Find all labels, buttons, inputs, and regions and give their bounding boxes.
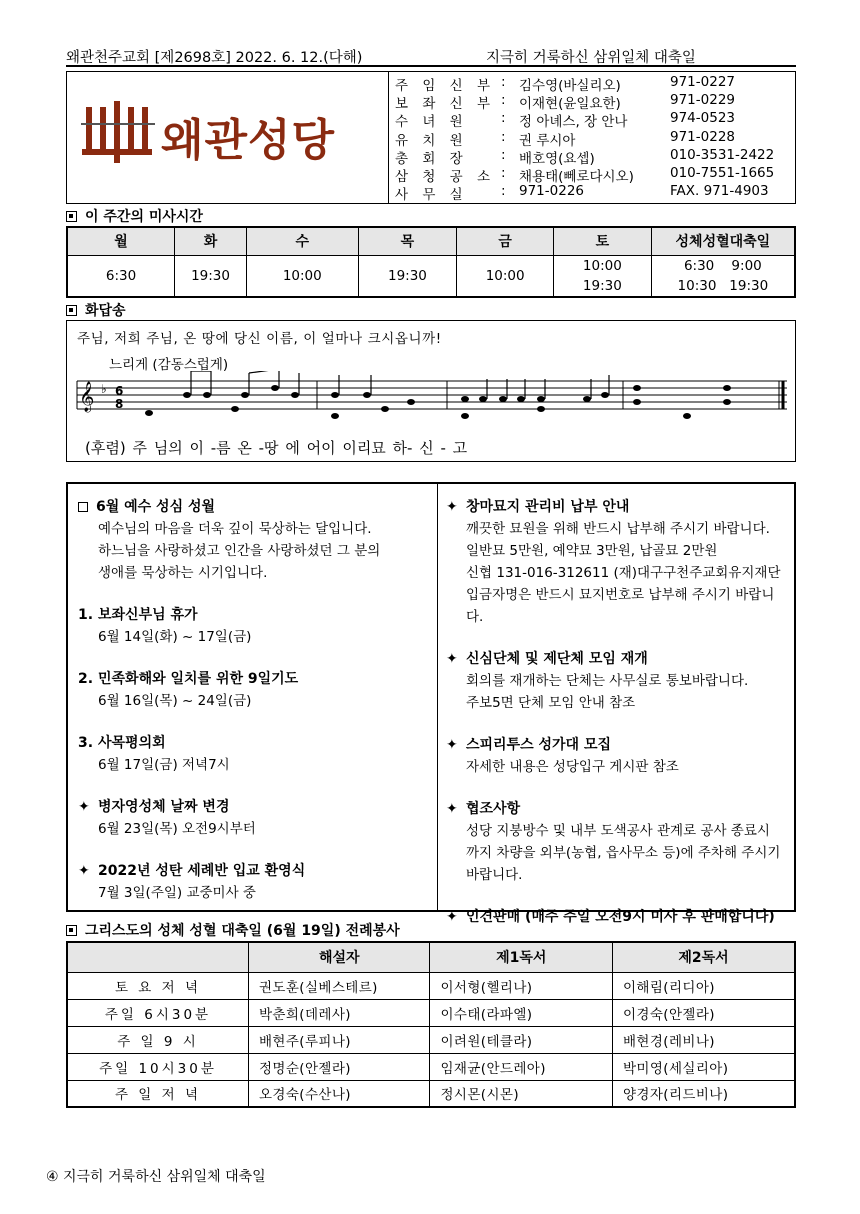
- mass-time-cell: 6:30 9:00 10:30 19:30: [651, 255, 795, 297]
- announcement-title: [78, 732, 428, 752]
- reader-cell: 배현경(레비나): [612, 1026, 795, 1053]
- mass-slot-cell: 주 일 9 시: [67, 1026, 248, 1053]
- bulletin-issue: 왜관천주교회 [제2698호] 2022. 6. 12.(다해): [66, 50, 363, 66]
- announcement-title: [78, 860, 428, 880]
- bullet-marker: ✦: [446, 737, 458, 753]
- staff-phone: 971-0228: [670, 128, 735, 145]
- reader-cell: 오경숙(수산나): [248, 1080, 430, 1107]
- bullet-marker: ✦: [78, 863, 90, 879]
- mass-slot-cell: 주 일 저 녁: [67, 1080, 248, 1107]
- announcement-title: [78, 496, 428, 516]
- announcement-title: [446, 734, 791, 754]
- announcement-line: 신협 131-016-312611 (재)대구구천주교회유지재단: [466, 565, 781, 581]
- staff-row: [395, 92, 795, 113]
- roles-header-cell: 제2독서: [612, 942, 795, 972]
- staff-name: 정 아녜스, 장 안나: [519, 114, 628, 131]
- square-bullet-icon: [78, 502, 88, 512]
- psalm-box: [66, 320, 796, 462]
- announcement-item: [446, 496, 791, 628]
- announcement-item: [78, 496, 428, 584]
- staff-role: 총 회 장: [395, 150, 468, 167]
- roles-row: [67, 1053, 795, 1080]
- announcement-title-text: 협조사항: [466, 801, 521, 817]
- reader-cell: 이경숙(안젤라): [612, 999, 795, 1026]
- bullet-marker: ✦: [446, 651, 458, 667]
- church-logo-icon: [77, 100, 157, 170]
- psalm-tempo: 느리게 (감동스럽게): [109, 357, 229, 373]
- staff-colon: :: [501, 110, 506, 127]
- staff-phone: FAX. 971-4903: [670, 183, 769, 200]
- staff-colon: :: [501, 146, 506, 163]
- staff-role: 수 녀 원: [395, 114, 468, 131]
- staff-phone: 971-0227: [670, 74, 735, 90]
- staff-name: 971-0226: [519, 183, 584, 200]
- staff-colon: :: [501, 164, 506, 181]
- announcement-title: [78, 604, 428, 624]
- announcement-body: [446, 820, 791, 886]
- staff-colon: :: [501, 74, 506, 90]
- mass-time-cell: 6:30: [67, 255, 175, 297]
- mass-days-row: [67, 227, 795, 255]
- announcement-body: [78, 818, 428, 840]
- announcement-title-text: 민족화해와 일치를 위한 9일기도: [98, 671, 299, 687]
- announcement-item: [78, 796, 428, 840]
- staff-colon: :: [501, 183, 506, 200]
- announcement-line: 성당 지붕방수 및 내부 도색공사 관계로 공사 종료시: [466, 823, 770, 839]
- staff-role: 사 무 실: [395, 187, 468, 204]
- mass-day-header: 월: [67, 227, 175, 255]
- announcement-body: [446, 670, 791, 714]
- bulletin-feast-title: 지극히 거룩하신 삼위일체 대축일: [486, 50, 696, 66]
- header-rule: [66, 65, 796, 67]
- announcement-item: [446, 734, 791, 778]
- column-divider: [437, 484, 438, 910]
- announcement-title: [446, 496, 791, 516]
- announcement-line: 6월 17일(금) 저녁7시: [98, 757, 230, 773]
- announcement-line: 7월 3일(주일) 교중미사 중: [98, 885, 256, 901]
- staff-row: [395, 110, 795, 131]
- announcement-item: [78, 604, 428, 648]
- announcement-line: 6월 16일(목) ~ 24일(금): [98, 693, 252, 709]
- page-footer: ④ 지극히 거룩하신 삼위일체 대축일: [46, 1169, 266, 1185]
- staff-directory: [395, 74, 795, 204]
- mass-day-header: 금: [457, 227, 554, 255]
- announcements-left-column: [78, 496, 428, 904]
- staff-name: 이재현(윤일요한): [519, 96, 621, 113]
- liturgy-roles-title: 그리스도의 성체 성혈 대축일 (6월 19일) 전례봉사: [66, 920, 400, 940]
- reader-cell: 이해림(리디아): [612, 972, 795, 999]
- announcement-title: [446, 798, 791, 818]
- announcement-title-text: 2022년 성탄 세례반 입교 환영식: [98, 863, 306, 879]
- bullet-marker: 2.: [78, 671, 94, 687]
- announcement-line: 바랍니다.: [466, 867, 523, 883]
- mass-time-cell: 10:00: [246, 255, 358, 297]
- staff-row: [395, 129, 795, 147]
- mass-day-header: 성체성혈대축일: [651, 227, 795, 255]
- mass-times-row: [67, 255, 795, 297]
- bullet-marker: 1.: [78, 607, 94, 623]
- announcement-item: [78, 860, 428, 904]
- mass-slot-cell: 주일 6시30분: [67, 999, 248, 1026]
- announcement-title-text: 6월 예수 성심 성월: [96, 499, 216, 515]
- announcement-title: [446, 906, 791, 926]
- announcement-line: 하느님을 사랑하셨고 인간을 사랑하셨던 그 분의: [98, 543, 381, 559]
- announcements-box: [66, 482, 796, 925]
- announcement-item: [446, 798, 791, 886]
- announcement-line: 주보5면 단체 모임 안내 참조: [466, 695, 636, 711]
- announcements-right-column: [446, 496, 791, 926]
- mass-time-cell: 10:00: [457, 255, 554, 297]
- roles-row: [67, 1080, 795, 1107]
- reader-cell: 정명순(안젤라): [248, 1053, 430, 1080]
- announcement-line: 입금자명은 반드시 묘지번호로 납부해 주시기 바랍니다.: [466, 587, 775, 625]
- reader-cell: 양경자(리드비나): [612, 1080, 795, 1107]
- bullet-marker: ✦: [446, 801, 458, 817]
- staff-colon: :: [501, 128, 506, 145]
- reader-cell: 배현주(루피나): [248, 1026, 430, 1053]
- mass-time-cell: 19:30: [175, 255, 247, 297]
- announcement-line: 까지 차량을 외부(농협, 읍사무소 등)에 주차해 주시기: [466, 845, 781, 861]
- roles-header-cell: [67, 942, 248, 972]
- announcement-item: [78, 668, 428, 712]
- mass-day-header: 화: [175, 227, 247, 255]
- reader-cell: 정시몬(시몬): [430, 1080, 613, 1107]
- music-staff: [67, 371, 795, 437]
- announcement-body: [446, 518, 791, 628]
- bullet-marker: ✦: [446, 499, 458, 515]
- svg-text:8: 8: [115, 397, 124, 411]
- announcement-body: [78, 882, 428, 904]
- psalm-refrain-text: 주님, 저희 주님, 온 땅에 당신 이름, 이 얼마나 크시옵니까!: [77, 331, 442, 347]
- announcement-line: 자세한 내용은 성당입구 게시판 참조: [466, 759, 679, 775]
- staff-row: [395, 74, 795, 92]
- roles-row: [67, 999, 795, 1026]
- announcement-body: [78, 690, 428, 712]
- mass-slot-cell: 주일 10시30분: [67, 1053, 248, 1080]
- announcement-line: 6월 23일(목) 오전9시부터: [98, 821, 256, 837]
- announcement-item: [78, 732, 428, 776]
- roles-header-cell: 해설자: [248, 942, 430, 972]
- announcement-title-text: 병자영성체 날짜 변경: [98, 799, 230, 815]
- mass-day-header: 목: [358, 227, 457, 255]
- staff-row: [395, 165, 795, 183]
- mass-slot-cell: 토 요 저 녁: [67, 972, 248, 999]
- mass-day-header: 토: [554, 227, 652, 255]
- announcement-line: 생애를 묵상하는 시기입니다.: [98, 565, 268, 581]
- roles-row: [67, 1026, 795, 1053]
- reader-cell: 이서형(헬리나): [430, 972, 613, 999]
- staff-role: 유 치 원: [395, 132, 468, 149]
- staff-phone: 010-3531-2422: [670, 146, 775, 163]
- announcement-line: 일반묘 5만원, 예약묘 3만원, 납골묘 2만원: [466, 543, 718, 559]
- svg-text:𝄞: 𝄞: [79, 382, 95, 412]
- bullet-marker: ✦: [78, 799, 90, 815]
- announcement-title-text: 스피리투스 성가대 모집: [466, 737, 611, 753]
- staff-row: [395, 183, 795, 204]
- announcement-line: 회의를 재개하는 단체는 사무실로 통보바랍니다.: [466, 673, 749, 689]
- staff-name: 채용태(뻬로다시오): [519, 168, 634, 185]
- staff-phone: 010-7551-1665: [670, 164, 775, 181]
- church-name-logotype: 왜관성당: [161, 115, 336, 166]
- announcement-body: [78, 754, 428, 776]
- roles-header-row: [67, 942, 795, 972]
- staff-row: [395, 147, 795, 165]
- staff-role: 보 좌 신 부: [395, 96, 496, 113]
- announcement-item: [446, 906, 791, 926]
- reader-cell: 박춘희(데레사): [248, 999, 430, 1026]
- staff-role: 삼 청 공 소: [395, 168, 496, 185]
- mass-time-cell: 10:00 19:30: [554, 255, 652, 297]
- announcement-body: [446, 756, 791, 778]
- mass-times-table: [66, 226, 796, 298]
- staff-phone: 971-0229: [670, 92, 735, 109]
- announcement-title-text: 보좌신부님 휴가: [98, 607, 198, 623]
- announcement-title: [78, 668, 428, 688]
- announcement-title: [446, 648, 791, 668]
- announcement-body: [78, 626, 428, 648]
- mass-time-cell: 19:30: [358, 255, 457, 297]
- staff-colon: :: [501, 92, 506, 109]
- bullet-marker: ✦: [446, 909, 458, 925]
- mass-times-title: 이 주간의 미사시간: [66, 206, 203, 226]
- announcement-item: [446, 648, 791, 714]
- liturgy-roles-table: [66, 941, 796, 1108]
- staff-name: 김수영(바실리오): [519, 78, 621, 94]
- staff-name: 권 루시아: [519, 132, 576, 149]
- roles-header-cell: 제1독서: [430, 942, 613, 972]
- announcement-line: 6월 14일(화) ~ 17일(금): [98, 629, 252, 645]
- church-info-box: [66, 71, 796, 204]
- staff-role: 주 임 신 부: [395, 78, 496, 94]
- reader-cell: 권도훈(실베스테르): [248, 972, 430, 999]
- church-logo: [67, 72, 389, 203]
- announcement-line: 깨끗한 묘원을 위해 반드시 납부해 주시기 바랍니다.: [466, 521, 770, 537]
- announcement-title-text: 사목평의회: [98, 735, 166, 751]
- staff-phone: 974-0523: [670, 110, 735, 127]
- staff-name: 배호영(요셉): [519, 150, 595, 167]
- announcement-body: [78, 518, 428, 584]
- reader-cell: 박미영(세실리아): [612, 1053, 795, 1080]
- mass-day-header: 수: [246, 227, 358, 255]
- psalm-score-lyrics: (후렴) 주 님의 이 -름 온 -땅 에 어이 이리묘 하- 신 - 고: [85, 439, 468, 457]
- announcement-title: [78, 796, 428, 816]
- svg-text:♭: ♭: [101, 382, 107, 396]
- svg-text:6: 6: [115, 384, 124, 398]
- announcement-title-text: 창마묘지 관리비 납부 안내: [466, 499, 630, 515]
- reader-cell: 이려원(테클라): [430, 1026, 613, 1053]
- announcement-title-text: 인견판매 (매주 주일 오전9시 미사 후 판매합니다): [466, 909, 775, 925]
- psalm-section-title: 화답송: [66, 300, 126, 320]
- bullet-marker: 3.: [78, 735, 94, 751]
- announcement-title-text: 신심단체 및 제단체 모임 재개: [466, 651, 648, 667]
- announcement-line: 예수님의 마음을 더욱 깊이 묵상하는 달입니다.: [98, 521, 372, 537]
- reader-cell: 임재균(안드레아): [430, 1053, 613, 1080]
- reader-cell: 이수태(라파엘): [430, 999, 613, 1026]
- roles-row: [67, 972, 795, 999]
